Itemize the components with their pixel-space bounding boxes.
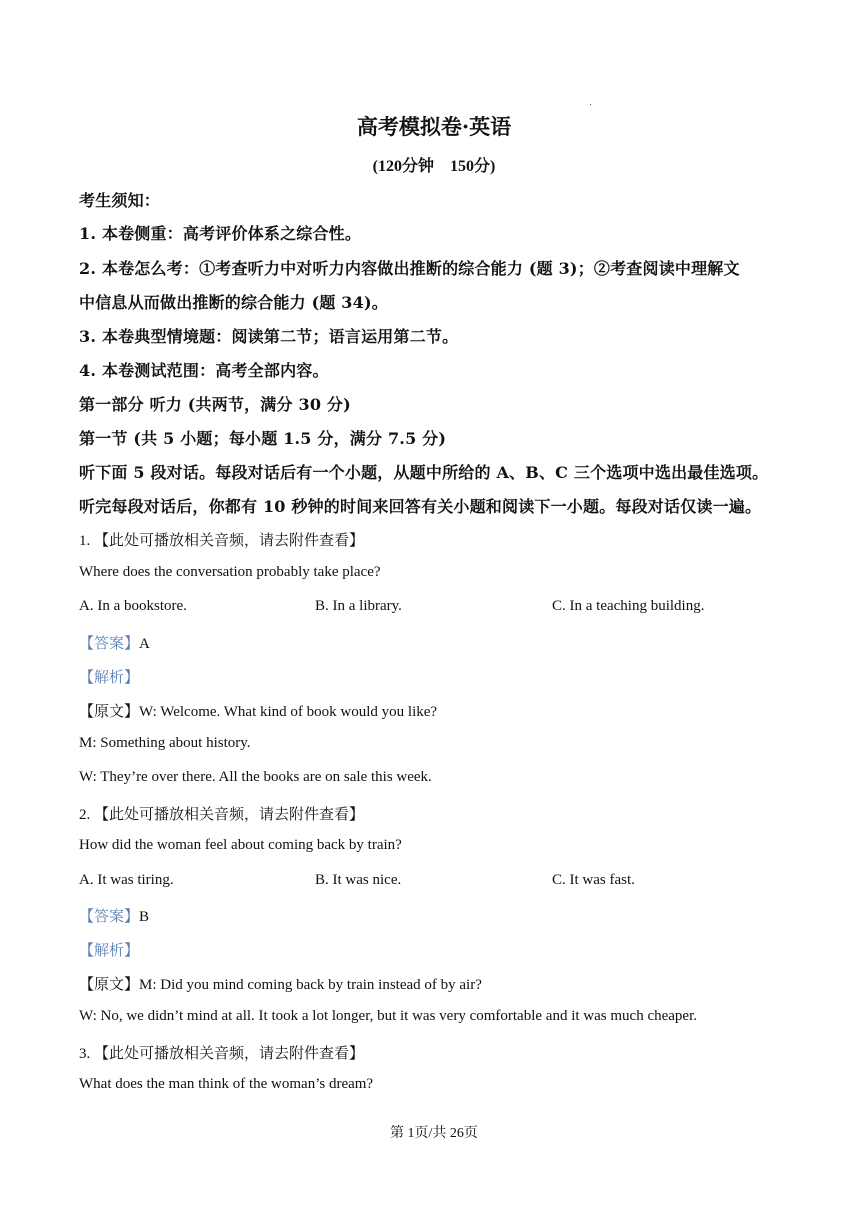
question-2-answer: 【答案】B: [79, 909, 150, 925]
question-3-stem: What does the man think of the woman’s dream?: [79, 1076, 374, 1092]
answer-label: 【答案】: [79, 636, 140, 652]
question-3-audio-note: 3. 【此处可播放相关音频，请去附件查看】: [79, 1046, 365, 1062]
question-2-option-b: B. It was nice.: [315, 872, 402, 888]
question-2-option-c: C. It was fast.: [552, 872, 635, 888]
question-1-stem: Where does the conversation probably take place?: [79, 564, 381, 580]
notice-line-2: 2. 本卷怎么考：①考查听力中对听力内容做出推断的综合能力 (题 3)；②考查阅读中理解文: [79, 259, 740, 278]
analysis-label: 【解析】: [79, 670, 140, 686]
notice-line-2-cont: 中信息从而做出推断的综合能力 (题 34)。: [79, 293, 388, 312]
question-1-transcript-1: 【原文】W: Welcome. What kind of book would you like?: [79, 704, 438, 720]
answer-label: 【答案】: [79, 909, 140, 925]
question-1-analysis: [79, 666, 139, 687]
question-2-option-a: A. It was tiring.: [79, 872, 174, 888]
page-footer: 第 1页/共 26页: [390, 1126, 478, 1141]
notice-line-3: 3. 本卷典型情境题：阅读第二节；语言运用第二节。: [79, 327, 459, 346]
scan-speck: [590, 104, 591, 105]
question-2-transcript-2: W: No, we didn’t mind at all. It took a lot longer, but it was very comfortable and it was much cheaper.: [79, 1008, 697, 1024]
notice-heading: 考生须知：: [79, 191, 161, 210]
question-1-answer: 【答案】A: [79, 636, 150, 652]
question-1-option-a: A. In a bookstore.: [79, 598, 187, 614]
exam-title: 高考模拟卷·英语: [356, 114, 512, 139]
question-1-option-c: C. In a teaching building.: [552, 598, 705, 614]
original-label: 【原文】: [79, 977, 140, 993]
exam-duration-score: (120分钟 150分): [372, 158, 496, 175]
question-2-stem: How did the woman feel about coming back by train?: [79, 837, 402, 853]
notice-line-1: 1. 本卷侧重：高考评价体系之综合性。: [79, 224, 362, 243]
audio-note-label: 【此处可播放相关音频，请去附件查看】: [94, 1046, 365, 1062]
part-heading: 第一部分 听力 (共两节，满分 30 分): [79, 395, 351, 414]
question-1-audio-note: 1. 【此处可播放相关音频，请去附件查看】: [79, 533, 365, 549]
notice-line-4: 4. 本卷测试范围：高考全部内容。: [79, 361, 329, 380]
question-2-transcript-1: 【原文】M: Did you mind coming back by train instead of by air?: [79, 977, 482, 993]
audio-note-label: 【此处可播放相关音频，请去附件查看】: [94, 533, 365, 549]
section-heading: 第一节 (共 5 小题；每小题 1.5 分，满分 7.5 分): [79, 429, 447, 448]
instructions-line-2: 听完每段对话后，你都有 10 秒钟的时间来回答有关小题和阅读下一小题。每段对话仅读一遍。: [79, 497, 762, 516]
question-2-analysis: [79, 939, 139, 960]
analysis-label: 【解析】: [79, 943, 140, 959]
original-label: 【原文】: [79, 704, 140, 720]
question-1-transcript-3: W: They’re over there. All the books are on sale this week.: [79, 769, 432, 785]
audio-note-label: 【此处可播放相关音频，请去附件查看】: [94, 807, 365, 823]
question-1-option-b: B. In a library.: [315, 598, 402, 614]
question-1-transcript-2: M: Something about history.: [79, 735, 251, 751]
question-2-audio-note: 2. 【此处可播放相关音频，请去附件查看】: [79, 807, 365, 823]
instructions-line-1: 听下面 5 段对话。每段对话后有一个小题，从题中所给的 A、B、C 三个选项中选出最佳选项。: [79, 463, 769, 482]
